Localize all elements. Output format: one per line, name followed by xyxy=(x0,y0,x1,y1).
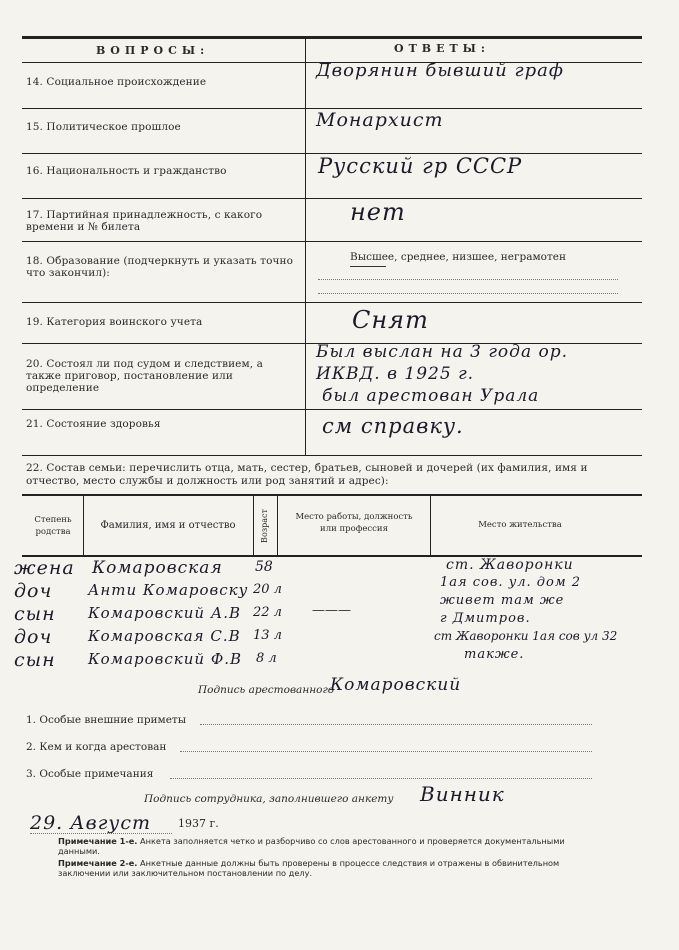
residence-line-4: ст Жаворонки 1ая сов ул 32 xyxy=(434,629,618,643)
arrested-signature-label: Подпись арестованного xyxy=(198,684,335,696)
family-name-3: Комаровская С.В xyxy=(88,627,241,645)
underline xyxy=(350,266,386,267)
col-line xyxy=(83,495,84,555)
note-1-label: Примечание 1-е. xyxy=(58,836,138,846)
date-handwritten: 29. Август xyxy=(30,812,151,834)
top-border xyxy=(22,36,642,39)
row-line xyxy=(22,302,642,303)
column-divider xyxy=(305,37,306,455)
q20-answer-line3: был арестован Урала xyxy=(322,386,540,406)
family-age-2: 22 л xyxy=(253,605,282,620)
questions-header: ВОПРОСЫ: xyxy=(96,44,210,57)
q14-label: 14. Социальное происхождение xyxy=(26,76,207,88)
q17-label: 17. Партийная принадлежность, с какого времени и № билета xyxy=(26,209,263,233)
col-line xyxy=(277,495,278,555)
q16-label: 16. Национальность и гражданство xyxy=(26,165,227,177)
item-2-label: 2. Кем и когда арестован xyxy=(26,741,167,753)
note-2-label: Примечание 2-е. xyxy=(58,858,138,868)
note-2-text: Анкетные данные должны быть проверены в процессе следствия и отражены в обвинительном заключении или заключительном постановлении по делу. xyxy=(58,858,560,878)
dotted-line xyxy=(318,279,618,280)
note-1 xyxy=(58,836,598,856)
residence-line-2: живет там же xyxy=(440,593,565,608)
family-title: 22. Состав семьи: перечислить отца, мать, сестер, братьев, сыновей и дочерей (их фамилия, имя и отчество, место службы и должность или род занятий и адрес): xyxy=(26,462,588,487)
q18-answer: Высшее, среднее, низшее, неграмотен xyxy=(350,251,566,263)
q20-answer-line1: Был выслан на 3 года ор. xyxy=(316,342,569,362)
family-name-2: Комаровский А.В xyxy=(88,604,241,622)
q15-label: 15. Политическое прошлое xyxy=(26,121,181,133)
employee-signature-label: Подпись сотрудника, заполнившего анкету xyxy=(144,793,394,805)
header-age: Возраст xyxy=(260,509,269,543)
answers-header: ОТВЕТЫ: xyxy=(394,42,490,55)
row-line xyxy=(22,241,642,242)
q15-answer: Монархист xyxy=(316,109,444,131)
q18-label: 18. Образование (подчеркнуть и указать точно что закончил): xyxy=(26,255,294,279)
family-age-1: 20 л xyxy=(253,582,282,597)
family-name-0: Комаровская xyxy=(92,558,223,578)
dotted-line xyxy=(200,724,592,725)
dotted-line xyxy=(170,778,592,779)
year: 1937 г. xyxy=(178,817,219,830)
family-rel-1: доч xyxy=(14,580,53,602)
q19-label: 19. Категория воинского учета xyxy=(26,316,203,328)
q19-answer: Снят xyxy=(352,306,429,334)
dotted-line xyxy=(30,833,172,834)
row-line xyxy=(22,455,642,456)
dotted-line xyxy=(318,293,618,294)
arrested-signature: Комаровский xyxy=(330,675,462,695)
row-line xyxy=(22,198,642,199)
header-work: Место работы, должность или профессия xyxy=(295,512,413,534)
header-relation: Степень родства xyxy=(34,515,72,537)
q14-answer: Дворянин бывший граф xyxy=(316,60,564,81)
note-1-text: Анкета заполняется четко и разборчиво со слов арестованного и проверяется документальными данными. xyxy=(58,836,565,856)
family-age-0: 58 xyxy=(255,559,273,575)
q20-answer-line2: ИКВД. в 1925 г. xyxy=(316,364,475,384)
q21-answer: см справку. xyxy=(322,414,464,438)
family-age-4: 8 л xyxy=(256,651,277,666)
residence-line-5: также. xyxy=(464,647,525,662)
family-rel-2: сын xyxy=(14,603,56,625)
residence-line-3: г Дмитров. xyxy=(440,611,531,626)
col-line xyxy=(430,495,431,555)
family-name-4: Комаровский Ф.В xyxy=(88,650,243,668)
header-residence: Место жительства xyxy=(478,520,562,530)
q21-label: 21. Состояние здоровья xyxy=(26,418,161,430)
family-work-dash: ——— xyxy=(312,603,351,618)
family-rel-4: сын xyxy=(14,649,56,671)
residence-line-1: 1ая сов. ул. дом 2 xyxy=(440,575,582,590)
item-1-label: 1. Особые внешние приметы xyxy=(26,714,187,726)
note-2 xyxy=(58,858,598,878)
q20-label: 20. Состоял ли под судом и следствием, а также приговор, постановление или определение xyxy=(26,358,263,394)
col-line xyxy=(253,495,254,555)
header-name: Фамилия, имя и отчество xyxy=(100,520,236,531)
table-top-line xyxy=(22,494,642,496)
family-age-3: 13 л xyxy=(253,628,282,643)
family-rel-0: жена xyxy=(14,557,75,579)
row-line xyxy=(22,409,642,410)
employee-signature: Винник xyxy=(420,782,505,806)
residence-line-0: ст. Жаворонки xyxy=(446,557,574,573)
item-3-label: 3. Особые примечания xyxy=(26,768,154,780)
family-rel-3: доч xyxy=(14,626,53,648)
family-name-1: Анти Комаровску xyxy=(88,581,249,599)
q16-answer: Русский гр СССР xyxy=(318,154,523,178)
q17-answer: нет xyxy=(350,198,406,226)
dotted-line xyxy=(180,751,592,752)
